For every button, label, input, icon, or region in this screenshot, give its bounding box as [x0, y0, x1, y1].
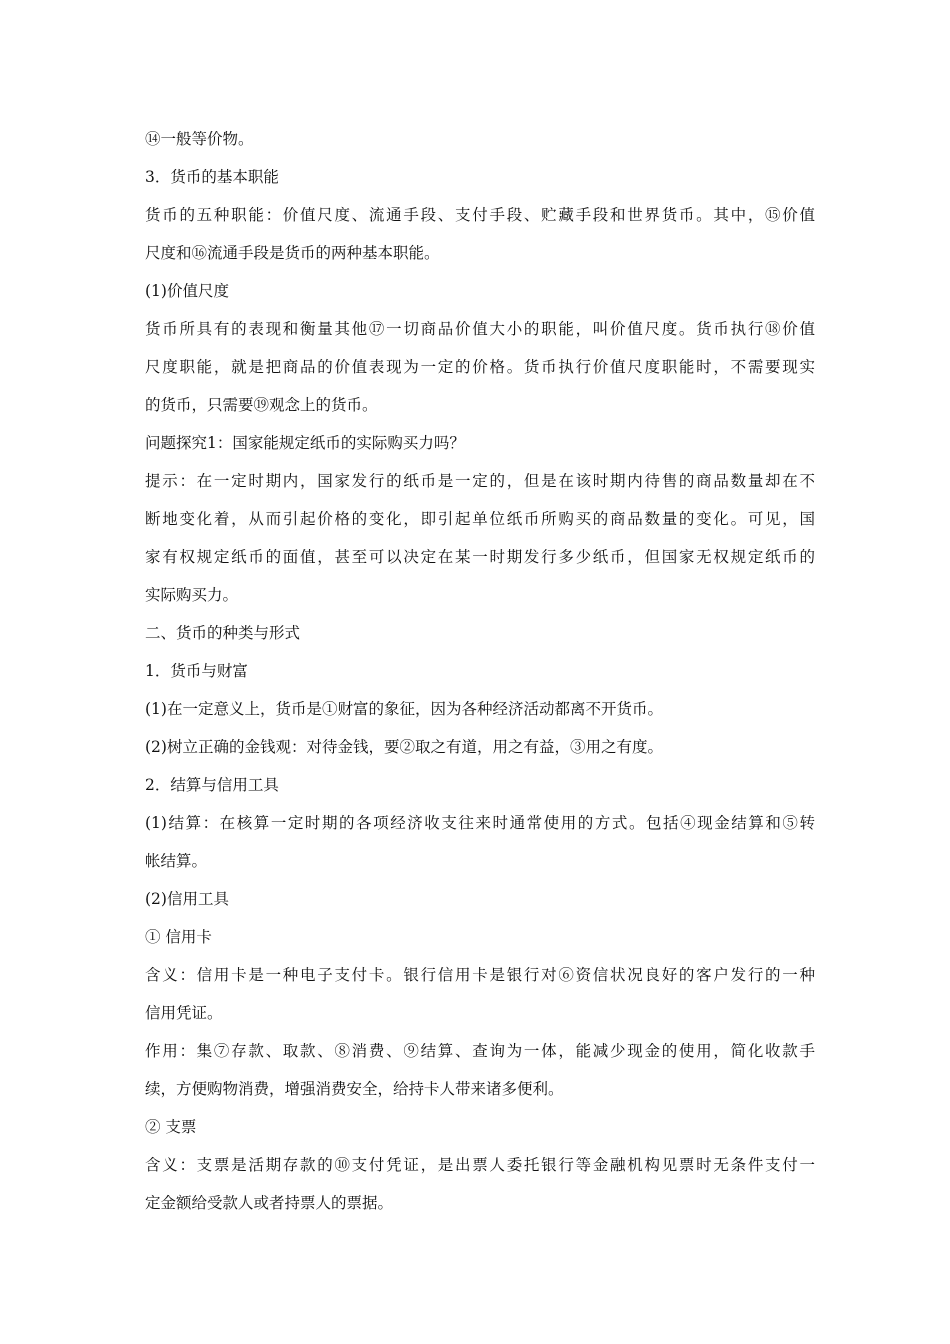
- text-line: 作用：集⑦存款、取款、⑧消费、⑨结算、查询为一体，能减少现金的使用，简化收款手: [145, 1042, 815, 1060]
- text-line: 提示：在一定时期内，国家发行的纸币是一定的，但是在该时期内待售的商品数量却在不: [145, 472, 815, 490]
- text-line: 含义：信用卡是一种电子支付卡。银行信用卡是银行对⑥资信状况良好的客户发行的一种: [145, 966, 815, 984]
- subsection-heading: ① 信用卡: [145, 928, 212, 946]
- text-line: 含义：支票是活期存款的⑩支付凭证，是出票人委托银行等金融机构见票时无条件支付一: [145, 1156, 815, 1174]
- text-line: 续，方便购物消费，增强消费安全，给持卡人带来诸多便利。: [145, 1080, 564, 1098]
- text-line: ⑭一般等价物。: [145, 130, 254, 148]
- text-line: 尺度职能，就是把商品的价值表现为一定的价格。货币执行价值尺度职能时，不需要现实: [145, 358, 815, 376]
- text-line: 帐结算。: [145, 852, 208, 870]
- text-line: 断地变化着，从而引起价格的变化，即引起单位纸币所购买的商品数量的变化。可见，国: [145, 510, 815, 528]
- text-line: 货币的五种职能：价值尺度、流通手段、支付手段、贮藏手段和世界货币。其中，⑮价值: [145, 206, 815, 224]
- text-line: 信用凭证。: [145, 1004, 223, 1022]
- text-line: 货币所具有的表现和衡量其他⑰一切商品价值大小的职能，叫价值尺度。货币执行⑱价值: [145, 320, 815, 338]
- section-heading: 二、货币的种类与形式: [145, 624, 301, 642]
- text-line: (1)结算：在核算一定时期的各项经济收支往来时通常使用的方式。包括④现金结算和⑤转: [145, 814, 815, 832]
- text-line: 家有权规定纸币的面值，甚至可以决定在某一时期发行多少纸币，但国家无权规定纸币的: [145, 548, 815, 566]
- text-line: (2)树立正确的金钱观：对待金钱，要②取之有道，用之有益，③用之有度。: [145, 738, 663, 756]
- text-line: 定金额给受款人或者持票人的票据。: [145, 1194, 394, 1212]
- subsection-heading: ② 支票: [145, 1118, 197, 1136]
- text-line: 尺度和⑯流通手段是货币的两种基本职能。: [145, 244, 440, 262]
- document-body: [145, 120, 815, 1222]
- section-heading: 3．货币的基本职能: [145, 168, 279, 186]
- section-heading: 1．货币与财富: [145, 662, 248, 680]
- question-line: 问题探究1：国家能规定纸币的实际购买力吗？: [145, 434, 465, 452]
- subsection-heading: (2)信用工具: [145, 890, 229, 908]
- subsection-heading: (1)价值尺度: [145, 282, 229, 300]
- text-line: 实际购买力。: [145, 586, 239, 604]
- section-heading: 2．结算与信用工具: [145, 776, 279, 794]
- text-line: (1)在一定意义上，货币是①财富的象征，因为各种经济活动都离不开货币。: [145, 700, 663, 718]
- text-line: 的货币，只需要⑲观念上的货币。: [145, 396, 378, 414]
